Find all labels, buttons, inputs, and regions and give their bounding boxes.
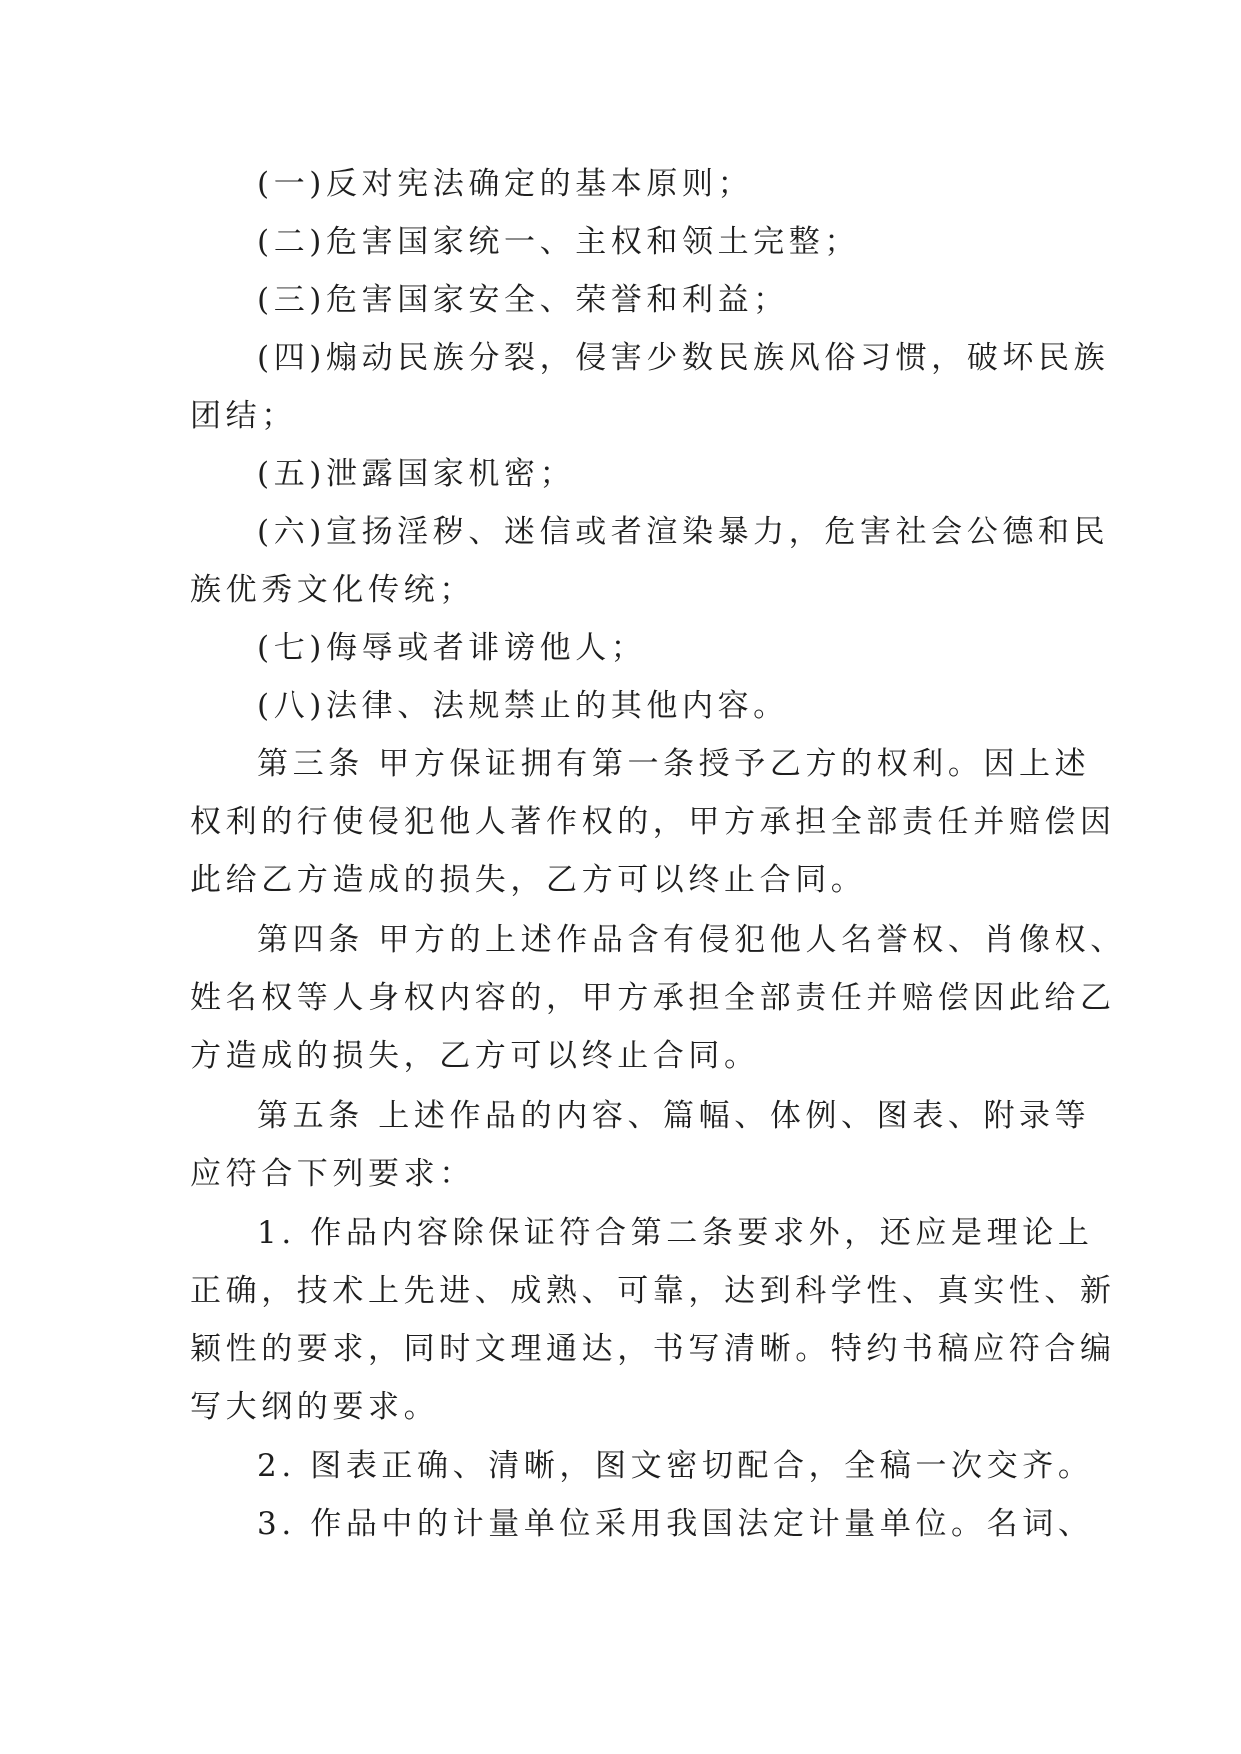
article-4-line-1: 第四条 甲方的上述作品含有侵犯他人名誉权、肖像权、: [257, 922, 1126, 958]
clause-item-3: (三)危害国家安全、荣誉和利益；: [257, 282, 789, 318]
requirement-1-line-3: 颖性的要求，同时文理通达，书写清晰。特约书稿应符合编: [190, 1331, 1116, 1367]
article-5-line-2: 应符合下列要求：: [190, 1156, 475, 1192]
clause-item-8: (八)法律、法规禁止的其他内容。: [257, 688, 789, 724]
requirement-1-line-1: 1. 作品内容除保证符合第二条要求外，还应是理论上: [257, 1215, 1094, 1251]
requirement-1-line-4: 写大纲的要求。: [190, 1389, 440, 1425]
article-4-line-3: 方造成的损失，乙方可以终止合同。: [190, 1038, 760, 1074]
clause-item-2: (二)危害国家统一、主权和领土完整；: [257, 224, 860, 260]
clause-item-7: (七)侮辱或者诽谤他人；: [257, 630, 647, 666]
clause-item-5: (五)泄露国家机密；: [257, 456, 576, 492]
requirement-2: 2. 图表正确、清晰，图文密切配合，全稿一次交齐。: [257, 1448, 1094, 1484]
clause-item-4: (四)煽动民族分裂，侵害少数民族风俗习惯，破坏民族: [257, 340, 1110, 376]
article-5-line-1: 第五条 上述作品的内容、篇幅、体例、图表、附录等: [257, 1098, 1091, 1134]
clause-item-6-cont: 族优秀文化传统；: [190, 572, 475, 608]
clause-item-1: (一)反对宪法确定的基本原则；: [257, 166, 754, 202]
clause-item-6: (六)宣扬淫秽、迷信或者渲染暴力，危害社会公德和民: [257, 514, 1110, 550]
clause-item-4-cont: 团结；: [190, 398, 297, 434]
article-4-line-2: 姓名权等人身权内容的，甲方承担全部责任并赔偿因此给乙: [190, 980, 1116, 1016]
requirement-3-line-1: 3. 作品中的计量单位采用我国法定计量单位。名词、: [257, 1506, 1094, 1542]
article-3-line-2: 权利的行使侵犯他人著作权的，甲方承担全部责任并赔偿因: [190, 804, 1116, 840]
requirement-1-line-2: 正确，技术上先进、成熟、可靠，达到科学性、真实性、新: [190, 1273, 1116, 1309]
article-3-line-3: 此给乙方造成的损失，乙方可以终止合同。: [190, 862, 867, 898]
article-3-line-1: 第三条 甲方保证拥有第一条授予乙方的权利。因上述: [257, 746, 1091, 782]
